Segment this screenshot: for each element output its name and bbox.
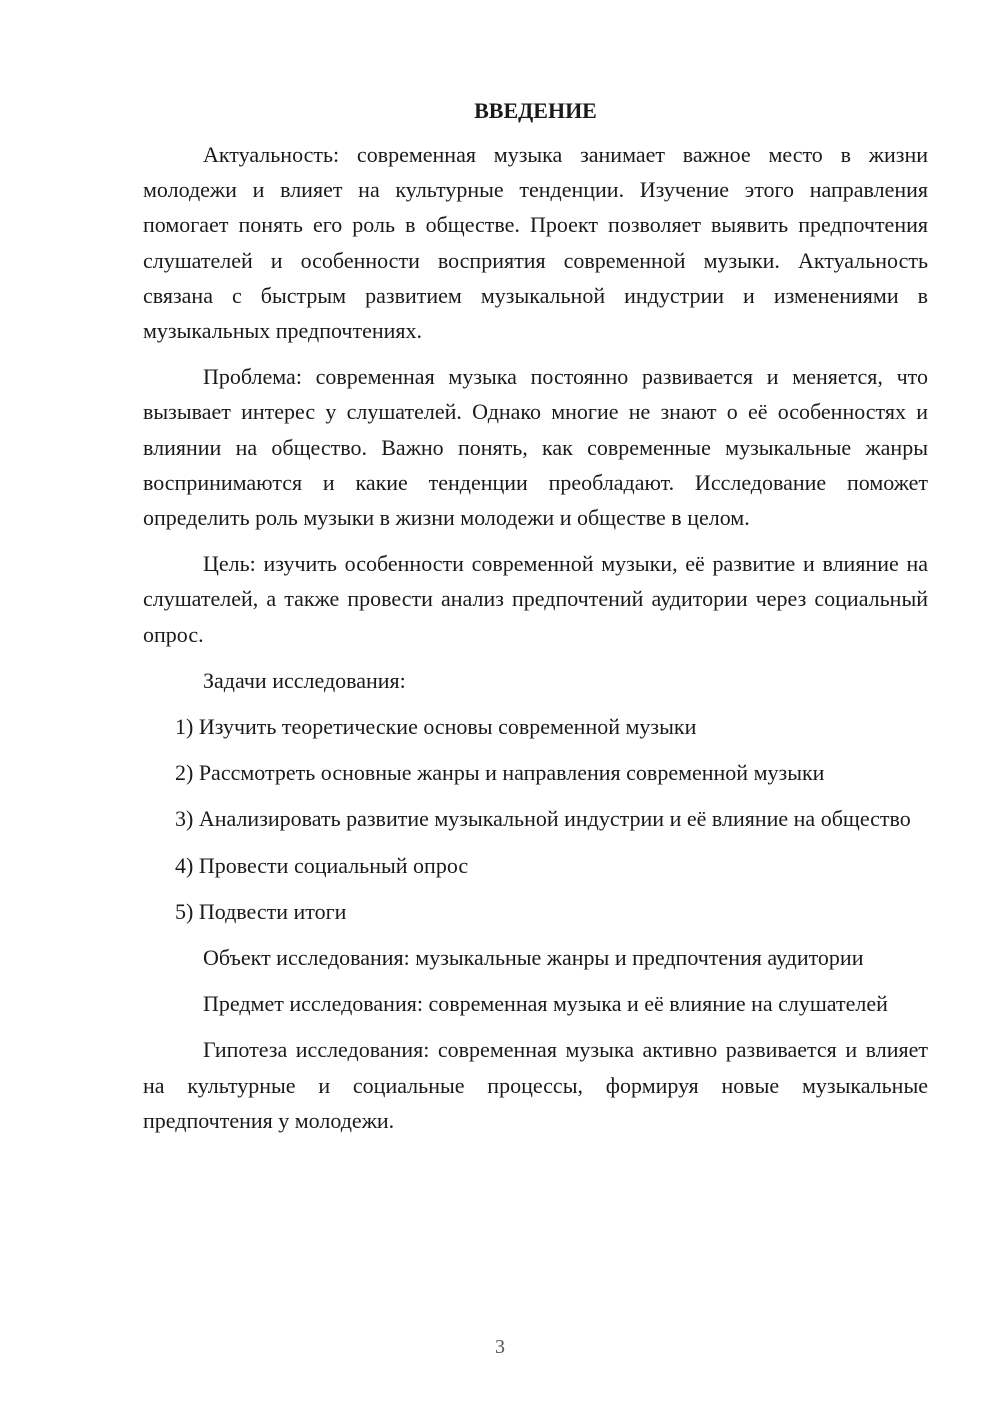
relevance-paragraph: Актуальность: современная музыка занимает важное место в жизни молодежи и влияет на культурные тенденции. Изучение этого направления помогает понять его роль в обществе. Проект позволяет выявить предпочтения слушателей и особенности восприятия современной музыки. Актуальность связана с быстрым развитием музыкальной индустрии и изменениями в музыкальных предпочтениях.	[143, 142, 928, 344]
task-item-2: 2) Рассмотреть основные жанры и направления современной музыки	[175, 760, 825, 786]
problem-paragraph: Проблема: современная музыка постоянно развивается и меняется, что вызывает интерес у слушателей. Однако многие не знают о её особенностях и влиянии на общество. Важно понять, как современные музыкальные жанры воспринимаются и какие тенденции преобладают. Исследование поможет определить роль музыки в жизни молодежи и обществе в целом.	[143, 364, 928, 531]
section-title: ВВЕДЕНИЕ	[474, 98, 597, 123]
hypothesis-paragraph: Гипотеза исследования: современная музыка активно развивается и влияет на культурные и социальные процессы, формируя новые музыкальные предпочтения у молодежи.	[143, 1037, 928, 1133]
document-page	[143, 96, 928, 1149]
task-item-1: 1) Изучить теоретические основы современной музыки	[175, 714, 697, 740]
task-item-4: 4) Провести социальный опрос	[175, 852, 469, 878]
tasks-heading: Задачи исследования:	[203, 667, 406, 693]
page-number: 3	[495, 1336, 505, 1358]
subject-paragraph: Предмет исследования: современная музыка и её влияние на слушателей	[203, 991, 888, 1017]
task-item-3: 3) Анализировать развитие музыкальной индустрии и её влияние на общество	[175, 806, 911, 832]
goal-paragraph: Цель: изучить особенности современной музыки, её развитие и влияние на слушателей, а также провести анализ предпочтений аудитории через социальный опрос.	[143, 551, 928, 647]
task-item-5: 5) Подвести итоги	[175, 898, 347, 924]
object-paragraph: Объект исследования: музыкальные жанры и предпочтения аудитории	[203, 945, 864, 971]
